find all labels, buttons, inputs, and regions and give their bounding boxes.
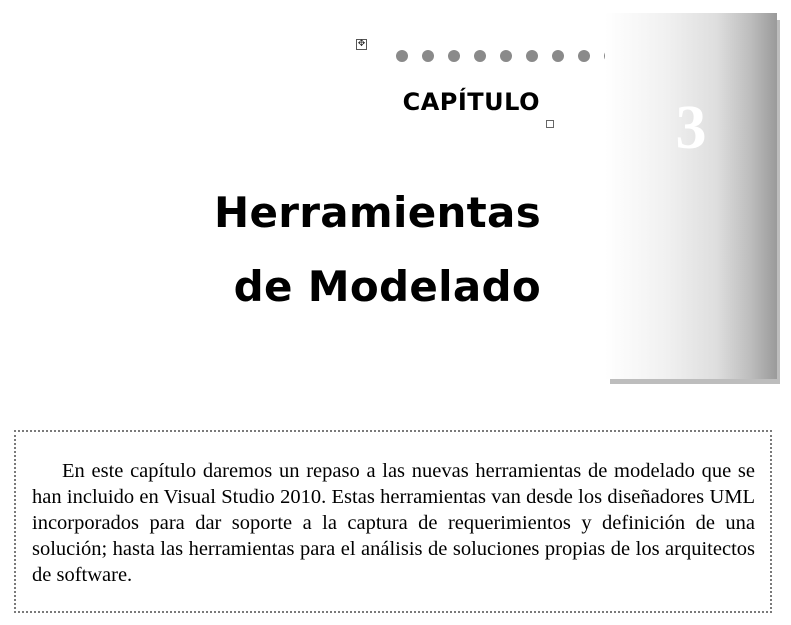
decorative-dot [422, 50, 434, 62]
chapter-label: CAPÍTULO [402, 88, 540, 116]
chapter-summary-box [14, 430, 772, 613]
decorative-dot [448, 50, 460, 62]
move-handle-icon[interactable]: ✥ [357, 39, 366, 49]
decorative-dot [526, 50, 538, 62]
decorative-dot [578, 50, 590, 62]
chapter-title [150, 176, 541, 324]
decorative-dot [474, 50, 486, 62]
chapter-title-line-2: de Modelado [233, 262, 541, 311]
chapter-number: 3 [675, 94, 707, 162]
resize-handle-icon[interactable] [546, 120, 554, 128]
decorative-dot [552, 50, 564, 62]
chapter-summary-text: En este capítulo daremos un repaso a las nuevas herramientas de modelado que se han incluido en Visual Studio 2010. Estas herramientas van desde los diseñadores UML incorporados para dar soporte a la captura de requerimientos y definición de una solución; hasta las herramientas para el análisis de soluciones propias de los arquitectos de software. [32, 460, 755, 586]
chapter-title-line-1: Herramientas [214, 188, 541, 237]
chapter-tab [605, 13, 777, 379]
decorative-dot [500, 50, 512, 62]
decorative-dot [396, 50, 408, 62]
